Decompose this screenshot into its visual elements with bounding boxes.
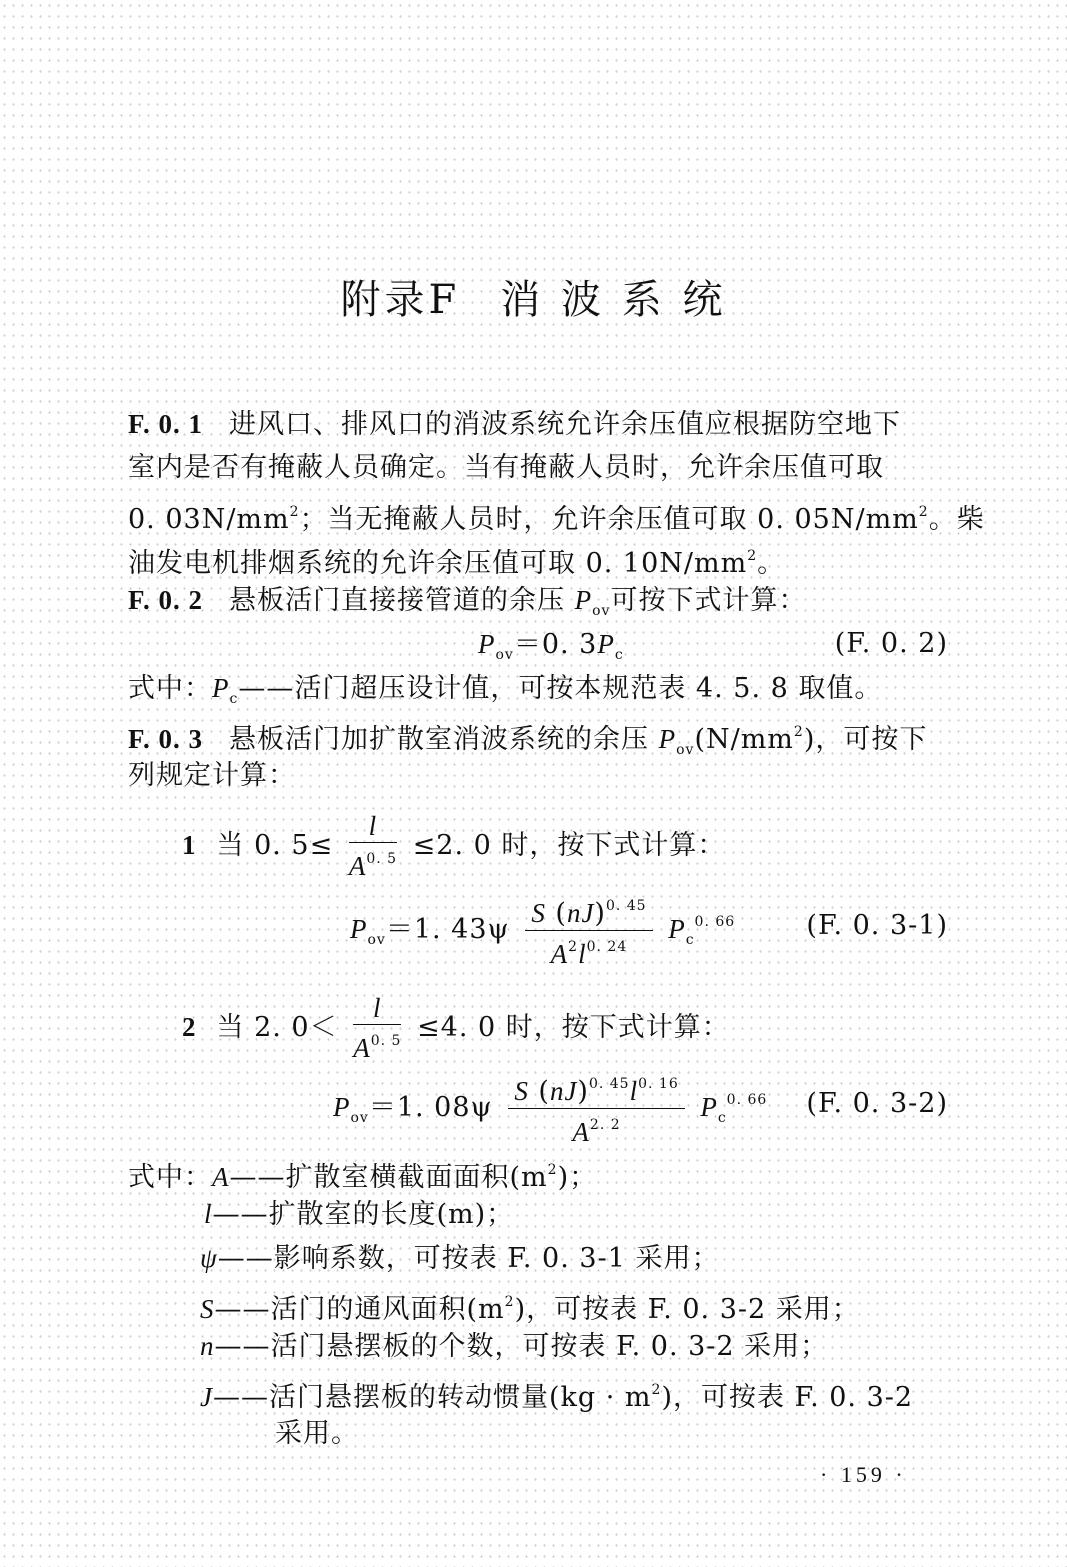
where-j-cont: 采用。 [275,1418,359,1449]
where-l: l——扩散室的长度(m)； [204,1199,515,1230]
eqno-f032: (F. 0. 3-2) [806,1088,948,1119]
fraction-l-over-a-2: $\frac{l}{A^{0. 5}}$ [353,993,402,1063]
where-psi: ψ——影响系数，可按表 F. 0. 3-1 采用； [200,1243,720,1274]
page-number: · 159 · [820,1462,907,1487]
clause-f03: F. 0. 3 [128,724,204,754]
f01-line-2: 室内是否有掩蔽人员确定。当有掩蔽人员时，允许余压值可取 [128,452,884,483]
where-j: J——活门悬摆板的转动惯量$(kg \cdot m^2)$，可按表 F. 0. 3-2 [200,1382,914,1413]
f02-where: 式中：$P_c——$活门超压设计值，可按本规范表 4. 5. 8 取值。 [128,673,883,707]
where-a: 式中：A——扩散室横截面面积$(m^2)$； [128,1162,598,1193]
f03-line-2: 列规定计算： [128,760,296,791]
f01-line-4: 油发电机排烟系统的允许余压值可取 0. $10N/mm^2$。 [128,548,786,579]
f02-line-1: F. 0. 2 悬板活门直接接管道的余压 $P_{ov}$可按下式计算： [128,585,807,619]
f01-line-1: F. 0. 1 进风口、排风口的消波系统允许余压值应根据防空地下 [128,409,902,440]
f03-item-2: 2 当 2. 0＜ $\frac{l}{A^{0. 5}}$ ≤4. 0 时，按下式计算： [182,993,730,1063]
fraction-l-over-a: $\frac{l}{A^{0. 5}}$ [348,811,398,881]
page-title [0,268,1067,325]
where-s: S——活门的通风面积$(m^2)$，可按表 F. 0. 3-2 采用； [200,1294,860,1325]
f01-line-3: 0. $03N/mm^2$；当无掩蔽人员时，允许余压值可取 0. $05N/mm^2$。柴 [128,504,985,535]
clause-f01: F. 0. 1 [128,409,204,439]
clause-f02: F. 0. 2 [128,585,204,615]
title-subject: 消 波 系 统 [500,277,727,323]
f03-item-1: 1 当 0. 5≤ $\frac{l}{A^{0. 5}}$ ≤2. 0 时，按下式计算： [182,811,726,881]
title-appendix: 附录F [340,277,461,323]
page: 附录F 消 波 系 统 F. 0. 1 进风口、排风口的消波系统允许余压值应根据防空地下 室内是否有掩蔽人员确定。当有掩蔽人员时，允许余压值可取 0. $03N/mm^2$；当无掩蔽人员时，允许余压值可取 0. $05N/mm^2$。柴 油发电机排烟系统的允许余压值可取 0. $10N/mm^2$。 F. 0. 2 悬板活门直接接管道的余压 $P_{ov}$可按下式计算： $P_{ov}=0$. $3P_c$ (F. 0. 2) 式中：$P_c——$活门超压设计值，可按本规范表 4. 5. 8 取值。 F. 0. 3 悬板活门加扩散室消波系统的余压 $P_{ov}(N/mm^2)$，可按下 列规定计算： 1 当 0. 5≤ $\frac{l}{A^{0. 5}}$ ≤2. 0 时，按下式计算： $P_{ov}=1$. 43ψ $\frac{S (nJ)^{0. 45}}{A^2l^{0. 24}}$ $P_c^{0. 66}$ (F. 0. 3-1) 2 当 2. 0＜ $\frac{l}{A^{0. 5}}$ ≤4. 0 时，按下式计算： $P_{ov}=1$. 08ψ $\frac{S (nJ)^{0. 45}l^{0. 16}}{A^{2. 2}}$ $P_c^{0. 66}$ (F. 0. 3-2) 式中：A——扩散室横截面面积$(m^2)$； l——扩散室的长度(m)； ψ——影响系数，可按表 F. 0. 3-1 采用； S——活门的通风面积$(m^2)$，可按表 F. 0. 3-2 采用； n——活门悬摆板的个数，可按表 F. 0. 3-2 采用； J——活门悬摆板的转动惯量$(kg \cdot m^2)$，可按表 F. 0. 3-2 采用。 · 159 · [0,0,1067,1567]
where-n: n——活门悬摆板的个数，可按表 F. 0. 3-2 采用； [200,1331,829,1362]
eqno-f02: (F. 0. 2) [834,628,948,659]
eqno-f031: (F. 0. 3-1) [806,910,948,941]
f03-line-1: F. 0. 3 悬板活门加扩散室消波系统的余压 $P_{ov}(N/mm^2)$，可按下 [128,724,928,758]
